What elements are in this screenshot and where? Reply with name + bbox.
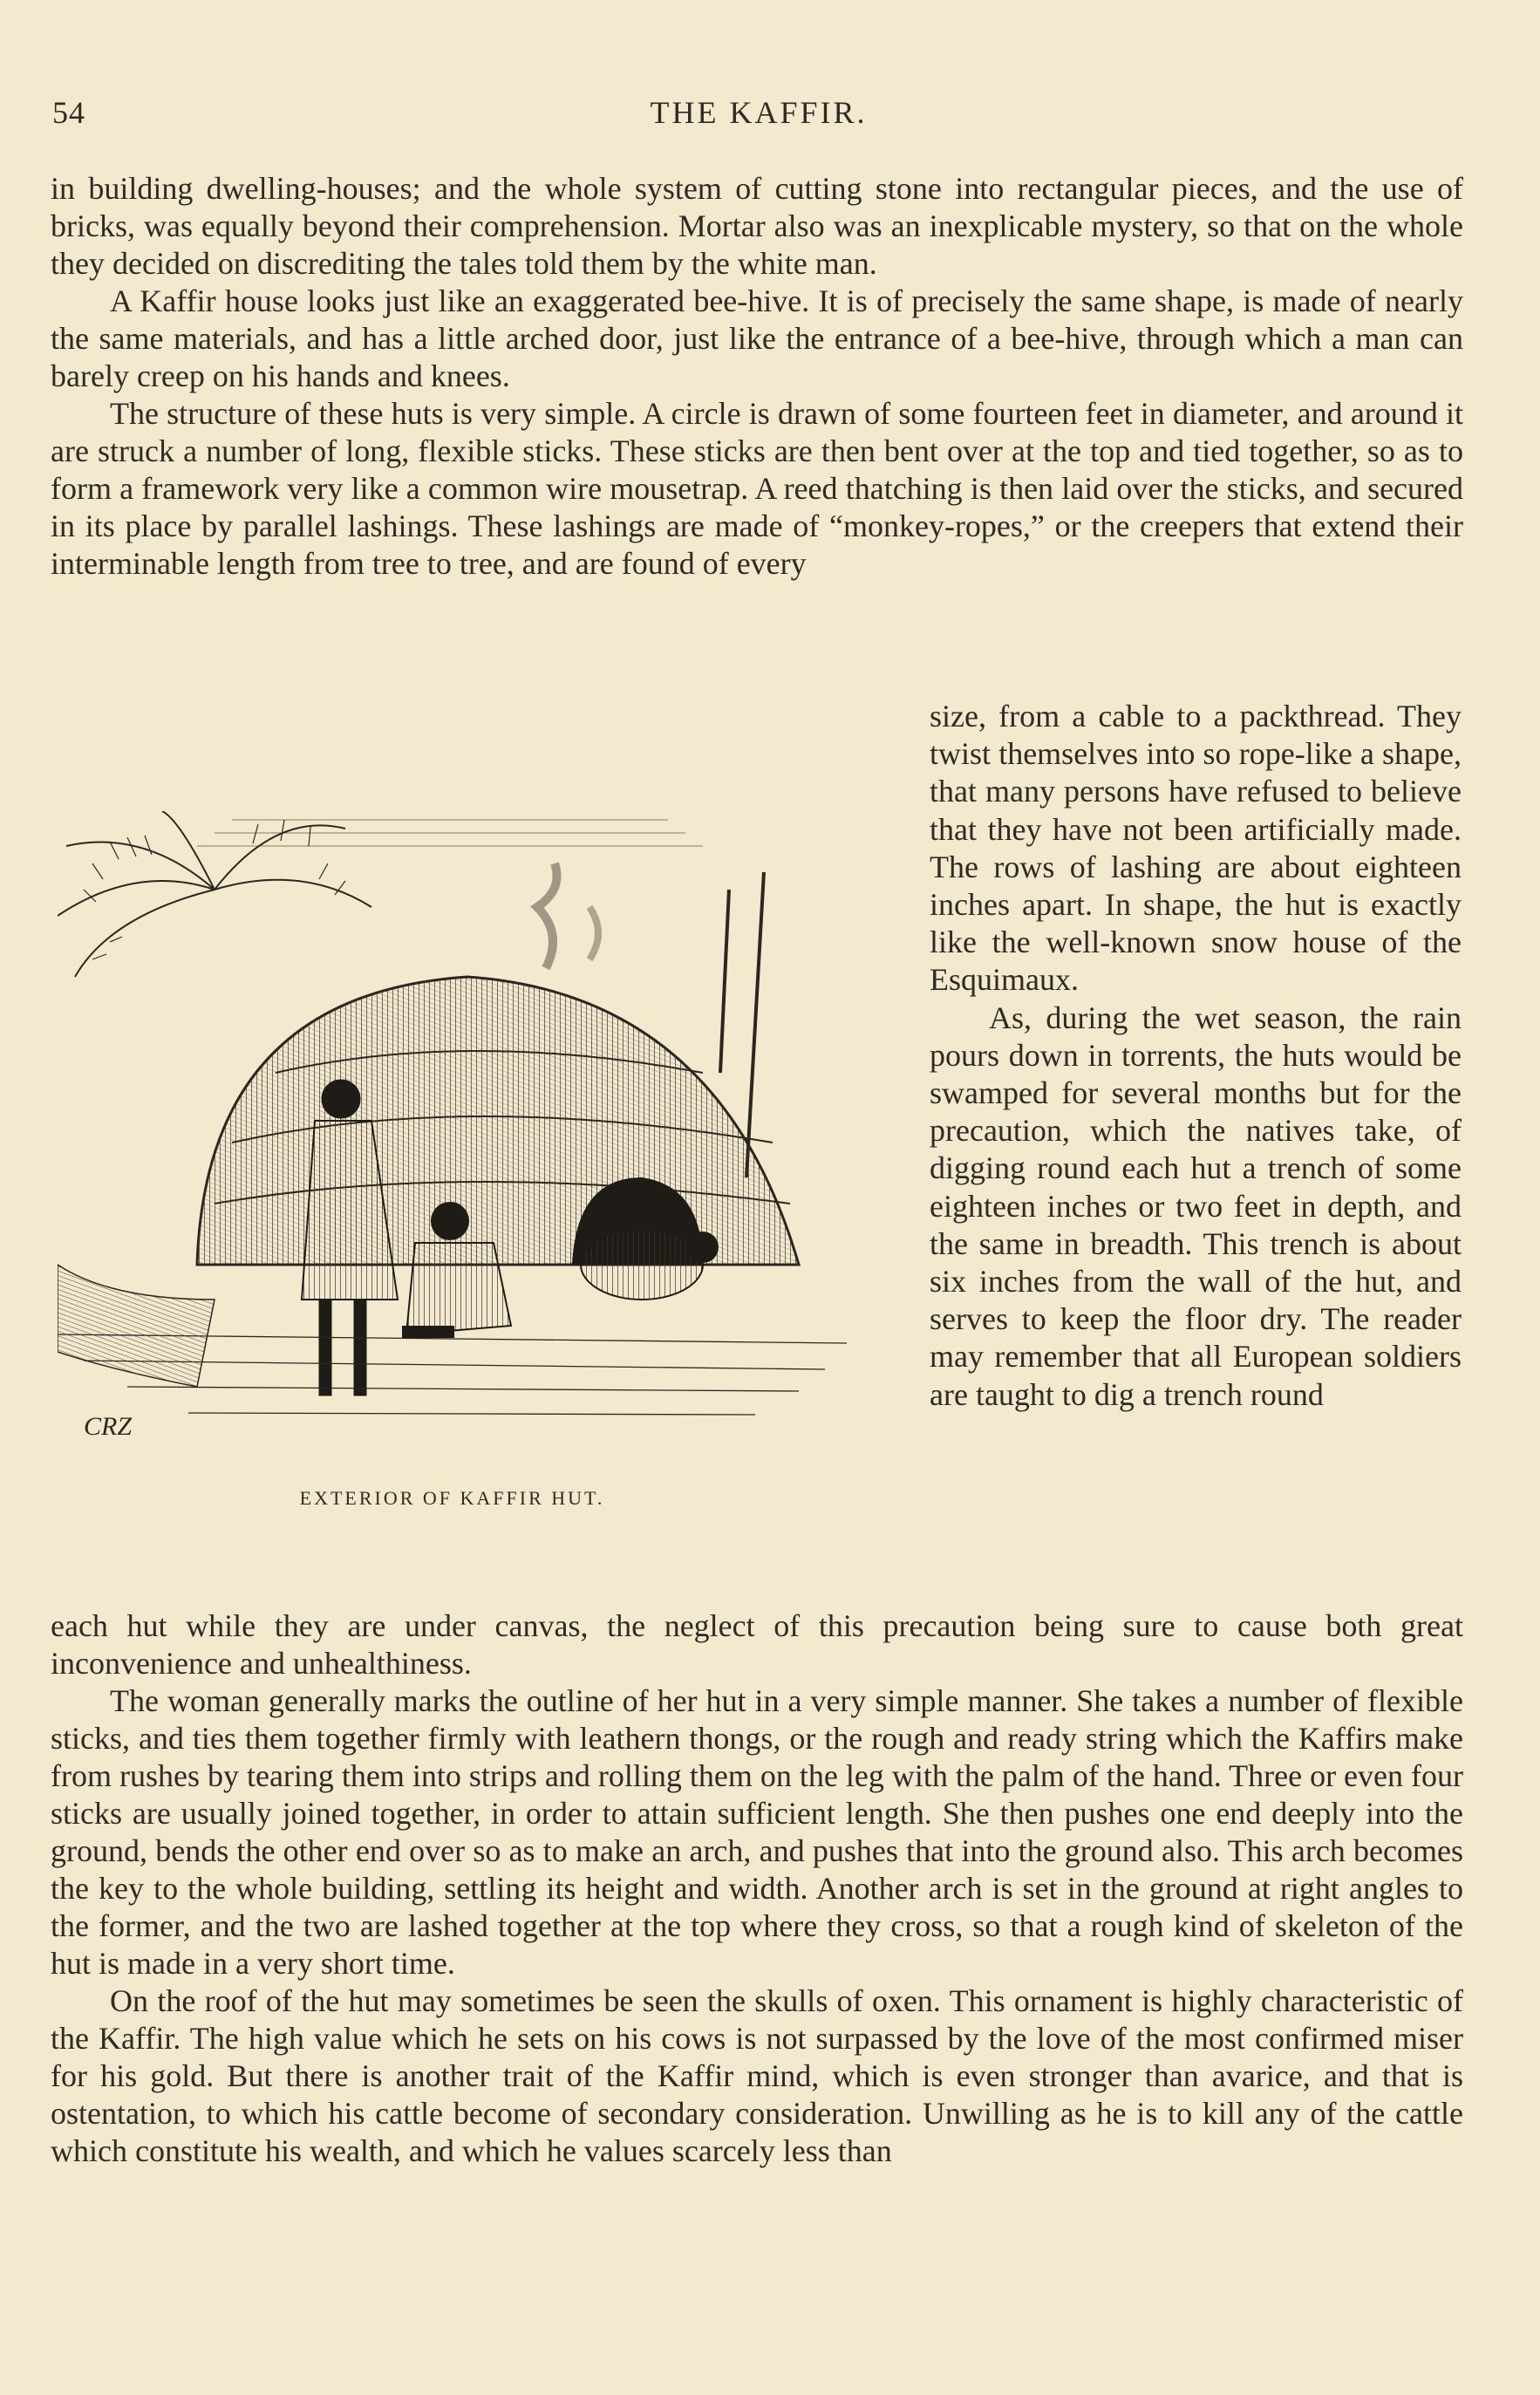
paragraph-structure: The structure of these huts is very simple. A circle is drawn of some fourteen feet in diameter, and around it are struck a number of long, flexible sticks. These sticks are then bent over at the top and tied together, so as to form a framework very like a common wire mousetrap. A reed thatching is then laid over the sticks, and secured in its place by parallel lashings. These lashings are made of “monkey-ropes,” or the creepers that extend their interminable length from tree to tree, and are found of every: [51, 396, 1463, 581]
paragraph-skulls: On the roof of the hut may sometimes be seen the skulls of oxen. This ornament is highly characteristic of the Kaffir. The high value which he sets on his cows is not surpassed by the love of the most confirmed miser for his gold. But there is another trait of the Kaffir mind, which is even stronger than avarice, and that is ostentation, to which his cattle become of secondary consideration. Unwilling as he is to kill any of the cattle which constitute his wealth, and which he values scarcely less than: [51, 1983, 1463, 2168]
paragraph-monkey-ropes: size, from a cable to a packthread. They twist themselves into so rope-like a shape, that many persons have refused to believe that they have not been artificially made. The rows of lashing are about eighteen inches apart. In shape, the hut is exactly like the well-known snow house of the Esquimaux.: [930, 699, 1462, 998]
bottom-text-block: [51, 1607, 1463, 2170]
paragraph-continued: in building dwelling-houses; and the whole system of cutting stone into rectangular pieces, and the use of bricks, was equally beyond their comprehension. Mortar also was an inexplicable mystery, so that on the whole they decided on discrediting the tales told them by the white man.: [51, 171, 1463, 281]
paragraph-trench: As, during the wet season, the rain pours down in torrents, the huts would be swamped for several months but for the precaution, which the natives take, of digging round each hut a trench of some eighteen inches or two feet in depth, and the same in breadth. This trench is about six inches from the wall of the hut, and serves to keep the floor dry. The reader may remember that all European soldiers are taught to dig a trench round: [930, 1000, 1462, 1412]
paragraph-outline: The woman generally marks the outline of her hut in a very simple manner. She takes a number of flexible sticks, and ties them together firmly with leathern thongs, or the rough and ready string which the Kaffirs make from rushes by tearing them into strips and rolling them on the leg with the palm of the hand. Three or even four sticks are usually joined together, in order to attain sufficient length. She then pushes one end deeply into the ground, bends the other end over so as to make an arch, and pushes that into the ground also. This arch becomes the key to the whole building, settling its height and width. Another arch is set in the ground at right angles to the former, and the two are lashed together at the top where they cross, so that a rough kind of skeleton of the hut is made in a very short time.: [51, 1683, 1463, 1981]
top-text-block: [51, 170, 1463, 583]
running-title: THE KAFFIR.: [650, 95, 868, 130]
paragraph-beehive: A Kaffir house looks just like an exaggerated bee-hive. It is of precisely the same shape, is made of nearly the same materials, and has a little arched door, just like the entrance of a bee-hive, through which a man can barely creep on his hands and knees.: [51, 283, 1463, 393]
figure-caption: EXTERIOR OF KAFFIR HUT.: [299, 1487, 605, 1509]
right-column-text: [930, 698, 1462, 1414]
engraver-signature: CRZ: [84, 1412, 133, 1441]
hut-engraving-image: [58, 811, 847, 1452]
hut-illustration: [58, 811, 847, 1452]
page-header: [52, 87, 1465, 140]
page-number: 54: [52, 95, 85, 130]
paragraph-trench-continued: each hut while they are under canvas, the neglect of this precaution being sure to cause both great inconvenience and unhealthiness.: [51, 1608, 1463, 1681]
